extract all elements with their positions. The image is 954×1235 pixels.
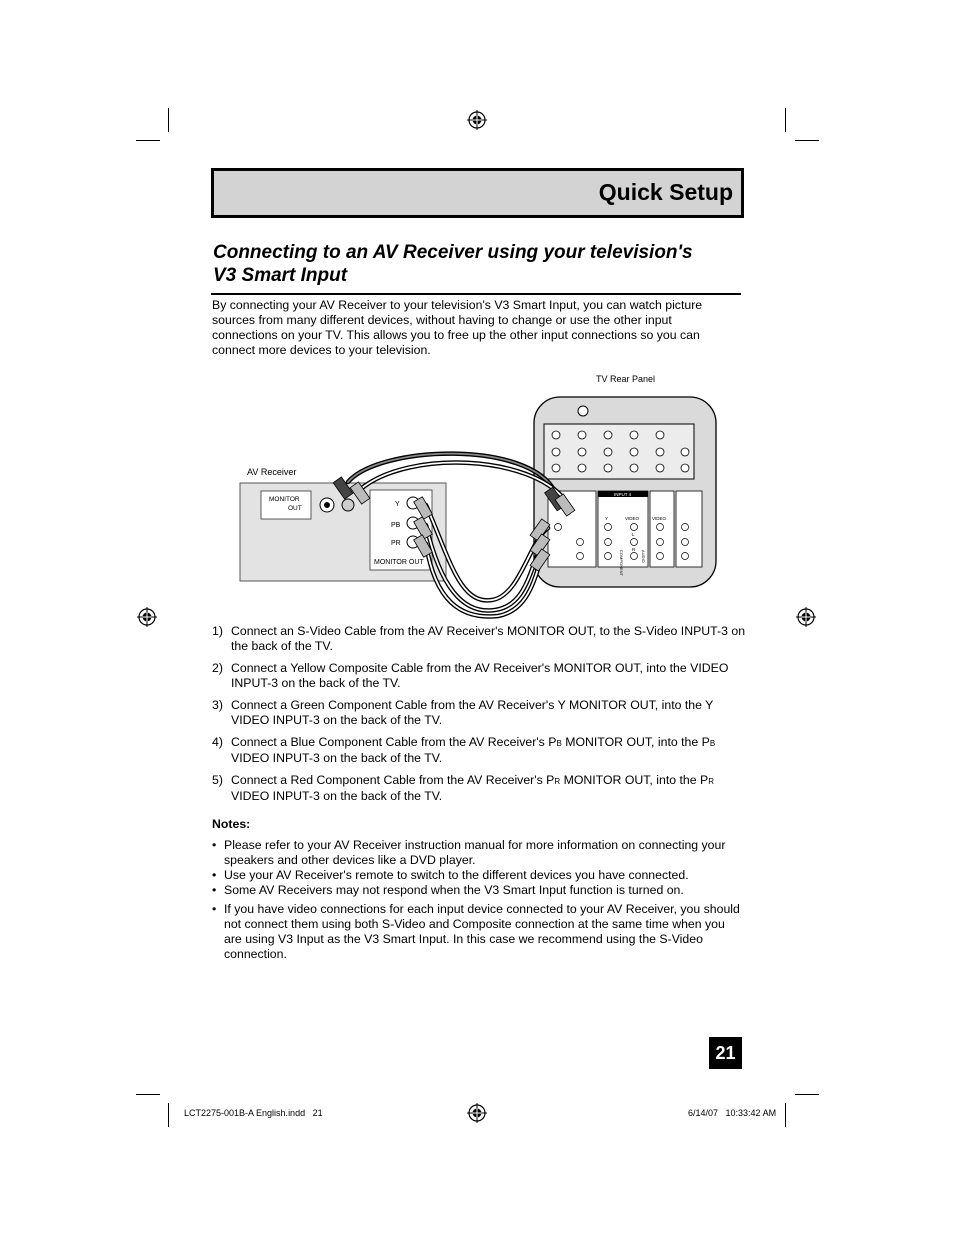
step-number: 2) (212, 661, 223, 675)
crop-mark (795, 1094, 819, 1095)
s-video-jack-icon (324, 502, 330, 508)
step-text: Connect an S-Video Cable from the AV Receiver's MONITOR OUT, to the S-Video INPUT-3 on the back of the TV. (231, 624, 746, 653)
composite-jack-icon (342, 499, 354, 511)
list-item (212, 902, 742, 962)
title-rule (211, 293, 741, 295)
registration-mark-icon (796, 607, 816, 627)
registration-mark-icon (137, 607, 157, 627)
section-title (213, 241, 733, 287)
notes-list (212, 838, 742, 962)
tv-rear-panel-label: TV Rear Panel (596, 374, 656, 384)
footer-file-info: LCT2275-001B-A English.indd 21 (184, 1108, 323, 1118)
subscript: R (554, 777, 561, 786)
step-number: 5) (212, 773, 223, 787)
step-text: VIDEO INPUT-3 on the back of the TV. (231, 789, 443, 803)
input-4-l-label: L (632, 532, 635, 537)
subscript: R (708, 777, 714, 786)
list-item (212, 838, 742, 868)
step-number: 3) (212, 698, 223, 712)
step-text: MONITOR OUT, into the P (560, 773, 709, 787)
input-4-r-label: R (632, 547, 636, 552)
step-number: 4) (212, 735, 223, 749)
notes-heading: Notes: (212, 817, 251, 831)
input-4-video-label: VIDEO (625, 516, 640, 521)
registration-mark-icon (467, 1103, 487, 1123)
step-text: Connect a Blue Component Cable from the AV Receiver's P (231, 735, 557, 749)
input-4-component-label: COMPONENT (619, 550, 624, 576)
list-item (212, 698, 747, 728)
s-video-input-icon (578, 406, 588, 416)
bullet: • (212, 868, 217, 882)
list-item (212, 735, 747, 766)
list-item (212, 661, 747, 691)
footer-timestamp: 6/14/07 10:33:42 AM (688, 1108, 777, 1118)
monitor-out-label: MONITOR OUT (374, 559, 424, 566)
crop-mark (168, 1103, 169, 1127)
header-bar (211, 168, 744, 218)
section-title-line: Connecting to an AV Receiver using your television's (213, 242, 693, 263)
connection-diagram (230, 370, 730, 620)
note-text: Some AV Receivers may not respond when the V3 Smart Input function is turned on. (224, 883, 684, 897)
step-text: Connect a Yellow Composite Cable from the AV Receiver's MONITOR OUT, into the VIDEO INPUT-3 on the back of the TV. (231, 661, 729, 690)
step-text: Connect a Green Component Cable from the AV Receiver's Y MONITOR OUT, into the Y VIDEO INPUT-3 on the back of the TV. (231, 698, 714, 727)
registration-mark-icon (467, 110, 487, 130)
av-receiver-label: AV Receiver (247, 467, 297, 477)
crop-mark (785, 108, 786, 132)
jack-label-pr: PR (391, 540, 401, 547)
jack-label-y: Y (395, 501, 400, 508)
page-number: 21 (709, 1037, 742, 1069)
subscript: B (556, 739, 562, 748)
input-4-audio-label: AUDIO (641, 550, 646, 563)
step-text: VIDEO INPUT-3 on the back of the TV. (231, 751, 443, 765)
section-title-line: V3 Smart Input (213, 265, 348, 286)
intro-paragraph: By connecting your AV Receiver to your television's V3 Smart Input, you can watch picture sources from many different devices, without having to change or use the other input connections on your TV. This allows you to free up the other input connections so you can connect more devices to your television. (212, 298, 703, 357)
subscript: B (709, 739, 716, 748)
crop-mark (795, 140, 819, 141)
input-6-panel (676, 491, 702, 567)
note-text: Use your AV Receiver's remote to switch to the different devices you have connected. (224, 868, 689, 882)
list-item (212, 624, 747, 654)
step-text: MONITOR OUT, into the P (561, 735, 710, 749)
crop-mark (168, 108, 169, 132)
page-title: Quick Setup (598, 179, 733, 205)
input-4-label: INPUT 4 (614, 492, 632, 497)
monitor-out-text: MONITOR (269, 496, 300, 503)
list-item (212, 883, 742, 898)
input-jack-grid (544, 424, 694, 479)
input-4-y-label: Y (605, 516, 609, 521)
crop-mark (136, 140, 160, 141)
crop-mark (136, 1094, 160, 1095)
list-item (212, 773, 747, 804)
step-text: Connect a Red Component Cable from the AV Receiver's P (231, 773, 555, 787)
crop-mark (785, 1103, 786, 1127)
input-5-video-label: VIDEO (652, 516, 667, 521)
note-text: Please refer to your AV Receiver instruction manual for more information on connecting your speakers and other devices like a DVD player. (224, 838, 726, 867)
note-text: If you have video connections for each input device connected to your AV Receiver, you should not connect them using both S-Video and Composite connection at the same time when you are using V3 Input as the V3 Smart Input. In this case we recommend using the S-Video connection. (224, 902, 740, 961)
jack-label-pb: PB (391, 522, 401, 529)
monitor-out-text: OUT (288, 505, 302, 512)
list-item (212, 868, 742, 883)
bullet: • (212, 902, 217, 916)
bullet: • (212, 883, 217, 897)
step-number: 1) (212, 624, 223, 638)
step-list (212, 624, 747, 811)
bullet: • (212, 838, 217, 852)
